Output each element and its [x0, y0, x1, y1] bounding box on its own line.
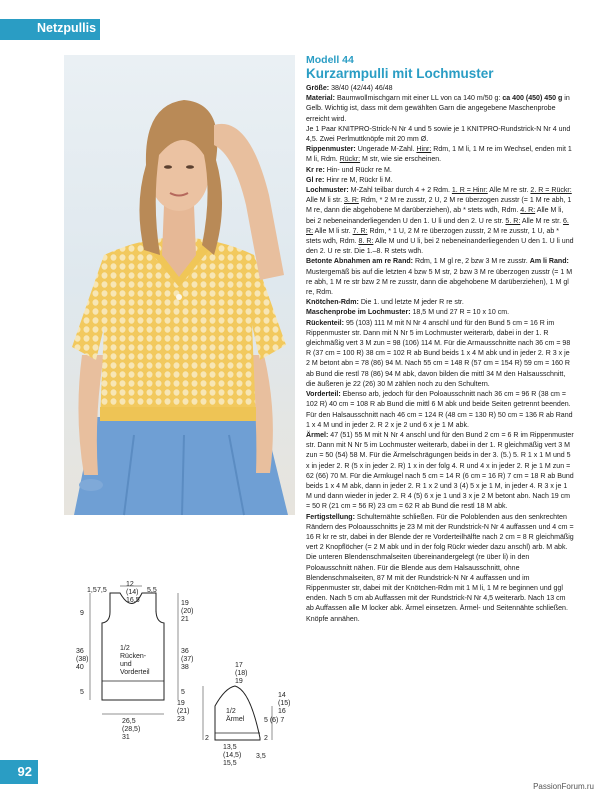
- paragraph-run: Ebenso arb, jedoch für den Poloausschnitt nach 36 cm = 96 R (38 cm = 102 R) 40 cm = 108 R ab Bund die mittl 6 M abk und beide Seiten getrennt beenden. Für den Halsausschnitt nach 46 cm = 124 R (48 cm = 130 R) 50 cm = 136 R ab Rand 1 x 4 M und in jeder 2. R 2 x je 2 und 6 x je 1 M abk.: [306, 391, 573, 429]
- dim-shoulder-left: 1,5: [87, 587, 97, 594]
- skirt-shape: [74, 417, 288, 515]
- body-outline: [102, 593, 164, 700]
- paragraph-run: 5. R:: [505, 217, 521, 225]
- paragraph-run: M-Zahl teilbar durch 4 + 2 Rdm.: [350, 187, 452, 195]
- paragraph-run: 47 (51) 55 M mit N Nr 4 anschl und für den Bund 2 cm = 6 R im Rippenmuster str. Dann mit N Nr 5 im Lochmuster weiterarb, dabei in der 1. R gleichmäßig vert 3 M zun = 50 (54) 58 M. Für die Ärmelschrägungen beids in der 3. (5.) 5. R 1 x 1 M und 5 x in jeder 2. R (5 x in jeder 2. R) 1 x in der folg 4. R und 4 x in jeder 2. R je 1 M zun = 62 (66) 70 M. Für die Armkugel nach 5 cm = 14 R (6 cm = 16 R) 7 cm = 18 R ab Bund beids 1 x 4 M abk, dann in jeder 2. R 1 x 2 und 3 (4) 5 x je 1 M, in jeder 4. R 3 x je 1 M und dann wieder in jeder 2. R 4 (5) 6 x je 1 und 3 x je 2 M betont abn. Nach 19 cm = 50 R (21 cm = 56 R) 23 cm = 62 R ab Bund die restl 18 M abk.: [306, 431, 574, 511]
- paragraph-run: Rückr:: [339, 156, 361, 164]
- paragraph: [306, 84, 574, 94]
- paragraph-run: Lochmuster:: [306, 187, 351, 195]
- paragraph-run: Alle M und U li, bei 2 nebeneinanderliegenden U den 1. U li und den 2. U re str. Die 1.–8. R stets wdh.: [306, 238, 574, 256]
- paragraph-run: Die 1. und letzte M jeder R re str.: [360, 299, 464, 307]
- paragraph-run: Schulternähte schließen. Für die Poloblenden aus den senkrechten Rändern des Poloausschnitts je 23 M mit der Rundstrick-N Nr 4 auffassen und 4 cm = 16 R kr re str, dabei in der Blende der re Vorderteilhälfte nach 2 cm = 8 R gleichmäßig vert 2 Knopflöcher (= 2 M abk und in der folg Rückr wieder dazu anschl) arb. M abk. Die unteren Blendenschmalseiten übereinandergelegt (re über li) in den Poloausschnitt nähen. Für die Blende aus dem Halsausschnitt, ohne Blendenschmalseiten, 87 M mit der Rundstrick-N Nr 4 auffassen und im Rippenmuster str, dabei mit der Knötchen-Rdm mit 1 M li, 1 M re beginnen und ggl enden. Nach 5 cm ab Auffassen mit der Rundstrick-N Nr 4,5 weiterarb. Nach 13 cm ab Auffassen alle M locker abk. Ärmel einsetzen. Ärmel- und Seitennähte schließen. Knöpfe annähen.: [306, 513, 574, 623]
- dim-sleeve-top: 17 (18) 19: [235, 662, 248, 685]
- section-divider: [0, 38, 100, 40]
- paragraph-run: 1. R = Hinr:: [451, 187, 488, 195]
- paragraph-run: Ärmel:: [306, 431, 331, 439]
- paragraph: [306, 125, 574, 145]
- paragraph-run: ca 400 (450) 450 g: [502, 95, 563, 103]
- sleeve-piece-label: 1/2 Ärmel: [226, 708, 245, 723]
- paragraph-run: M str, wie sie erscheinen.: [360, 156, 442, 164]
- paragraph: [306, 257, 574, 298]
- dim-sleeve-rib-left: 2: [205, 735, 209, 742]
- paragraph-run: Mustergemäß bis auf die letzten 4 bzw 5 M str, 2 bzw 3 M re überzogen zusstr (= 1 M re abh, 1 M re str bzw 2 M re zusstr, dann die abgehobene M darüberziehen), 1 M gl re, Rdm.: [306, 268, 573, 297]
- paragraph-run: Gl re:: [306, 176, 327, 184]
- paragraph-run: Rdm, 1 M gl re, 2 bzw 3 M re zusstr.: [414, 258, 530, 266]
- paragraph-run: Material:: [306, 95, 337, 103]
- paragraph-run: Hin- und Rückr re M.: [326, 166, 392, 174]
- paragraph-run: Alle M re str.: [487, 187, 531, 195]
- paragraph-run: Ungerade M-Zahl.: [357, 146, 417, 154]
- schematic-diagram: [60, 578, 300, 767]
- paragraph-run: Alle M li, bei 2 nebeneinanderliegenden U den 1. U li und den 2. U re str.: [306, 207, 564, 225]
- paragraph: [306, 390, 574, 431]
- paragraph-run: Größe:: [306, 85, 332, 92]
- paragraph-run: Rdm, * 1 U, 2 M re überzogen zusstr, 2 M re zusstr, 1 U, ab * stets wdh, Rdm.: [306, 227, 560, 246]
- paragraph-run: 2. R = Rückr:: [530, 187, 572, 195]
- paragraph-run: 38/40 (42/44) 46/48: [331, 85, 393, 92]
- dim-sleeve-left: 19 (21) 23: [177, 700, 190, 723]
- paragraph-run: Kr re:: [306, 166, 327, 174]
- dim-armhole-right: 19 (20) 21: [181, 600, 194, 623]
- paragraph-run: Je 1 Paar KNITPRO-Strick-N Nr 4 und 5 sowie je 1 KNITPRO-Rundstrick-N Nr 4 und 4,5. Zwei Perlmuttknöpfe mit 20 mm Ø.: [306, 125, 571, 144]
- paragraph-run: Knötchen-Rdm:: [306, 299, 361, 307]
- dim-lower-left: 36 (38) 40: [76, 648, 89, 671]
- paragraph-run: in Gelb. Wichtig ist, dass mit dem gewählten Garn die angegebene Maschenprobe erreicht wird.: [306, 95, 570, 123]
- model-photo: [64, 55, 295, 515]
- paragraph: [306, 513, 574, 625]
- paragraph: [306, 166, 574, 176]
- dim-sleeve-bottom-extra: 3,5: [256, 753, 266, 760]
- article-text: [306, 54, 574, 625]
- paragraph-run: Vorderteil:: [306, 391, 343, 399]
- paragraph-run: Alle M li str.: [306, 197, 344, 205]
- paragraph-run: Rdm, 1 M li, 1 M re im Wechsel, enden mit 1 M li, Rdm.: [306, 146, 572, 164]
- dim-sleeve-right: 14 (15) 16: [278, 692, 291, 715]
- photo-illustration: [64, 55, 295, 515]
- paragraph-run: Hinr re M, Rückr li M.: [326, 176, 393, 184]
- dim-armhole-left: 9: [80, 610, 84, 617]
- paragraph: [306, 94, 574, 125]
- sleeve-outline: [215, 686, 260, 740]
- paragraph: [306, 298, 574, 308]
- dim-top-width: 12 (14) 16,5: [126, 581, 140, 604]
- paragraph-run: 7. R:: [352, 227, 368, 235]
- body-piece-label: 1/2 Rücken-und Vorderteil: [120, 645, 150, 676]
- dim-sleeve-rib-right: 2: [264, 735, 268, 742]
- dim-sleeve-cap-right: 5 (6) 7: [264, 717, 285, 724]
- paragraph-run: 3. R:: [343, 197, 359, 205]
- paragraph-run: Maschenprobe im Lochmuster:: [306, 309, 413, 317]
- paragraph-run: Alle M re str.: [520, 217, 563, 225]
- section-title: Netzpullis: [37, 21, 97, 35]
- paragraph: [306, 308, 574, 318]
- paragraph-run: Am li Rand:: [529, 258, 569, 266]
- paragraph: [306, 431, 574, 513]
- section-tab: [0, 19, 100, 38]
- dim-body-bottom: 26,5 (28,5) 31: [122, 718, 141, 741]
- dim-rib-right: 5: [181, 689, 185, 696]
- paragraph-run: Alle M li str.: [313, 227, 353, 235]
- paragraph-run: Betonte Abnahmen am re Rand:: [306, 258, 415, 266]
- instructions-body: [306, 84, 574, 625]
- dim-neck-left: 7,5: [97, 587, 107, 594]
- paragraph-run: 95 (103) 111 M mit N Nr 4 anschl und für den Bund 5 cm = 16 R im Rippenmuster str. Dann mit N Nr 5 im Lochmuster weiterarb, dabei in der 1. R gleichmäßig vert 3 M zun = 98 (106) 114 M. Für die Armausschnitte nach 36 cm = 98 R (37 cm = 100 R) 38 cm = 102 R ab Bund beids 1 x 4 M abk und in jeder 2. R 3 x je 2 M betont abn = 78 (86) 94 M. Nach 55 cm = 148 R (57 cm = 154 R) 59 cm = 160 R ab Bund die restl 78 (86) 94 M abk, davon bilden die mittl 34 M den Halsausschnitt, die äußeren je 22 (26) 30 M zählen noch zu den Schultern.: [306, 319, 571, 388]
- dim-lower-right: 36 (37) 38: [181, 648, 194, 671]
- paragraph-run: Hinr:: [416, 146, 432, 154]
- paragraph-run: Rdm, * 2 M re zusstr, 2 U, 2 M re überzogen zusstr (= 1 M re abh, 1 M re, dann die abgehobene M darüberziehen), ab * stets wdh, Rdm.: [306, 197, 572, 215]
- paragraph-run: Rückenteil:: [306, 319, 346, 327]
- paragraph-run: Fertigstellung:: [306, 513, 357, 521]
- paragraph-run: 4. R:: [520, 207, 536, 215]
- paragraph-run: Rippenmuster:: [306, 146, 358, 154]
- paragraph: [306, 319, 574, 390]
- paragraph-run: 6. R:: [306, 217, 569, 235]
- article-title: Kurzarmpulli mit Lochmuster: [306, 66, 494, 81]
- paragraph: [306, 186, 574, 257]
- paragraph-run: Baumwollmischgarn mit einer LL von ca 140 m/50 g:: [336, 95, 503, 103]
- model-number: Modell 44: [306, 54, 354, 66]
- paragraph: [306, 145, 574, 165]
- dim-rib-left: 5: [80, 689, 84, 696]
- dim-neck-right: 5,5: [147, 587, 157, 594]
- page-number: 92: [0, 760, 38, 784]
- paragraph-run: 18,5 M und 27 R = 10 x 10 cm.: [412, 309, 510, 317]
- paragraph-run: 8. R:: [358, 238, 374, 246]
- paragraph: [306, 176, 574, 186]
- watermark: PassionForum.ru: [533, 782, 594, 791]
- dim-sleeve-bottom: 13,5 (14,5) 15,5: [223, 744, 242, 767]
